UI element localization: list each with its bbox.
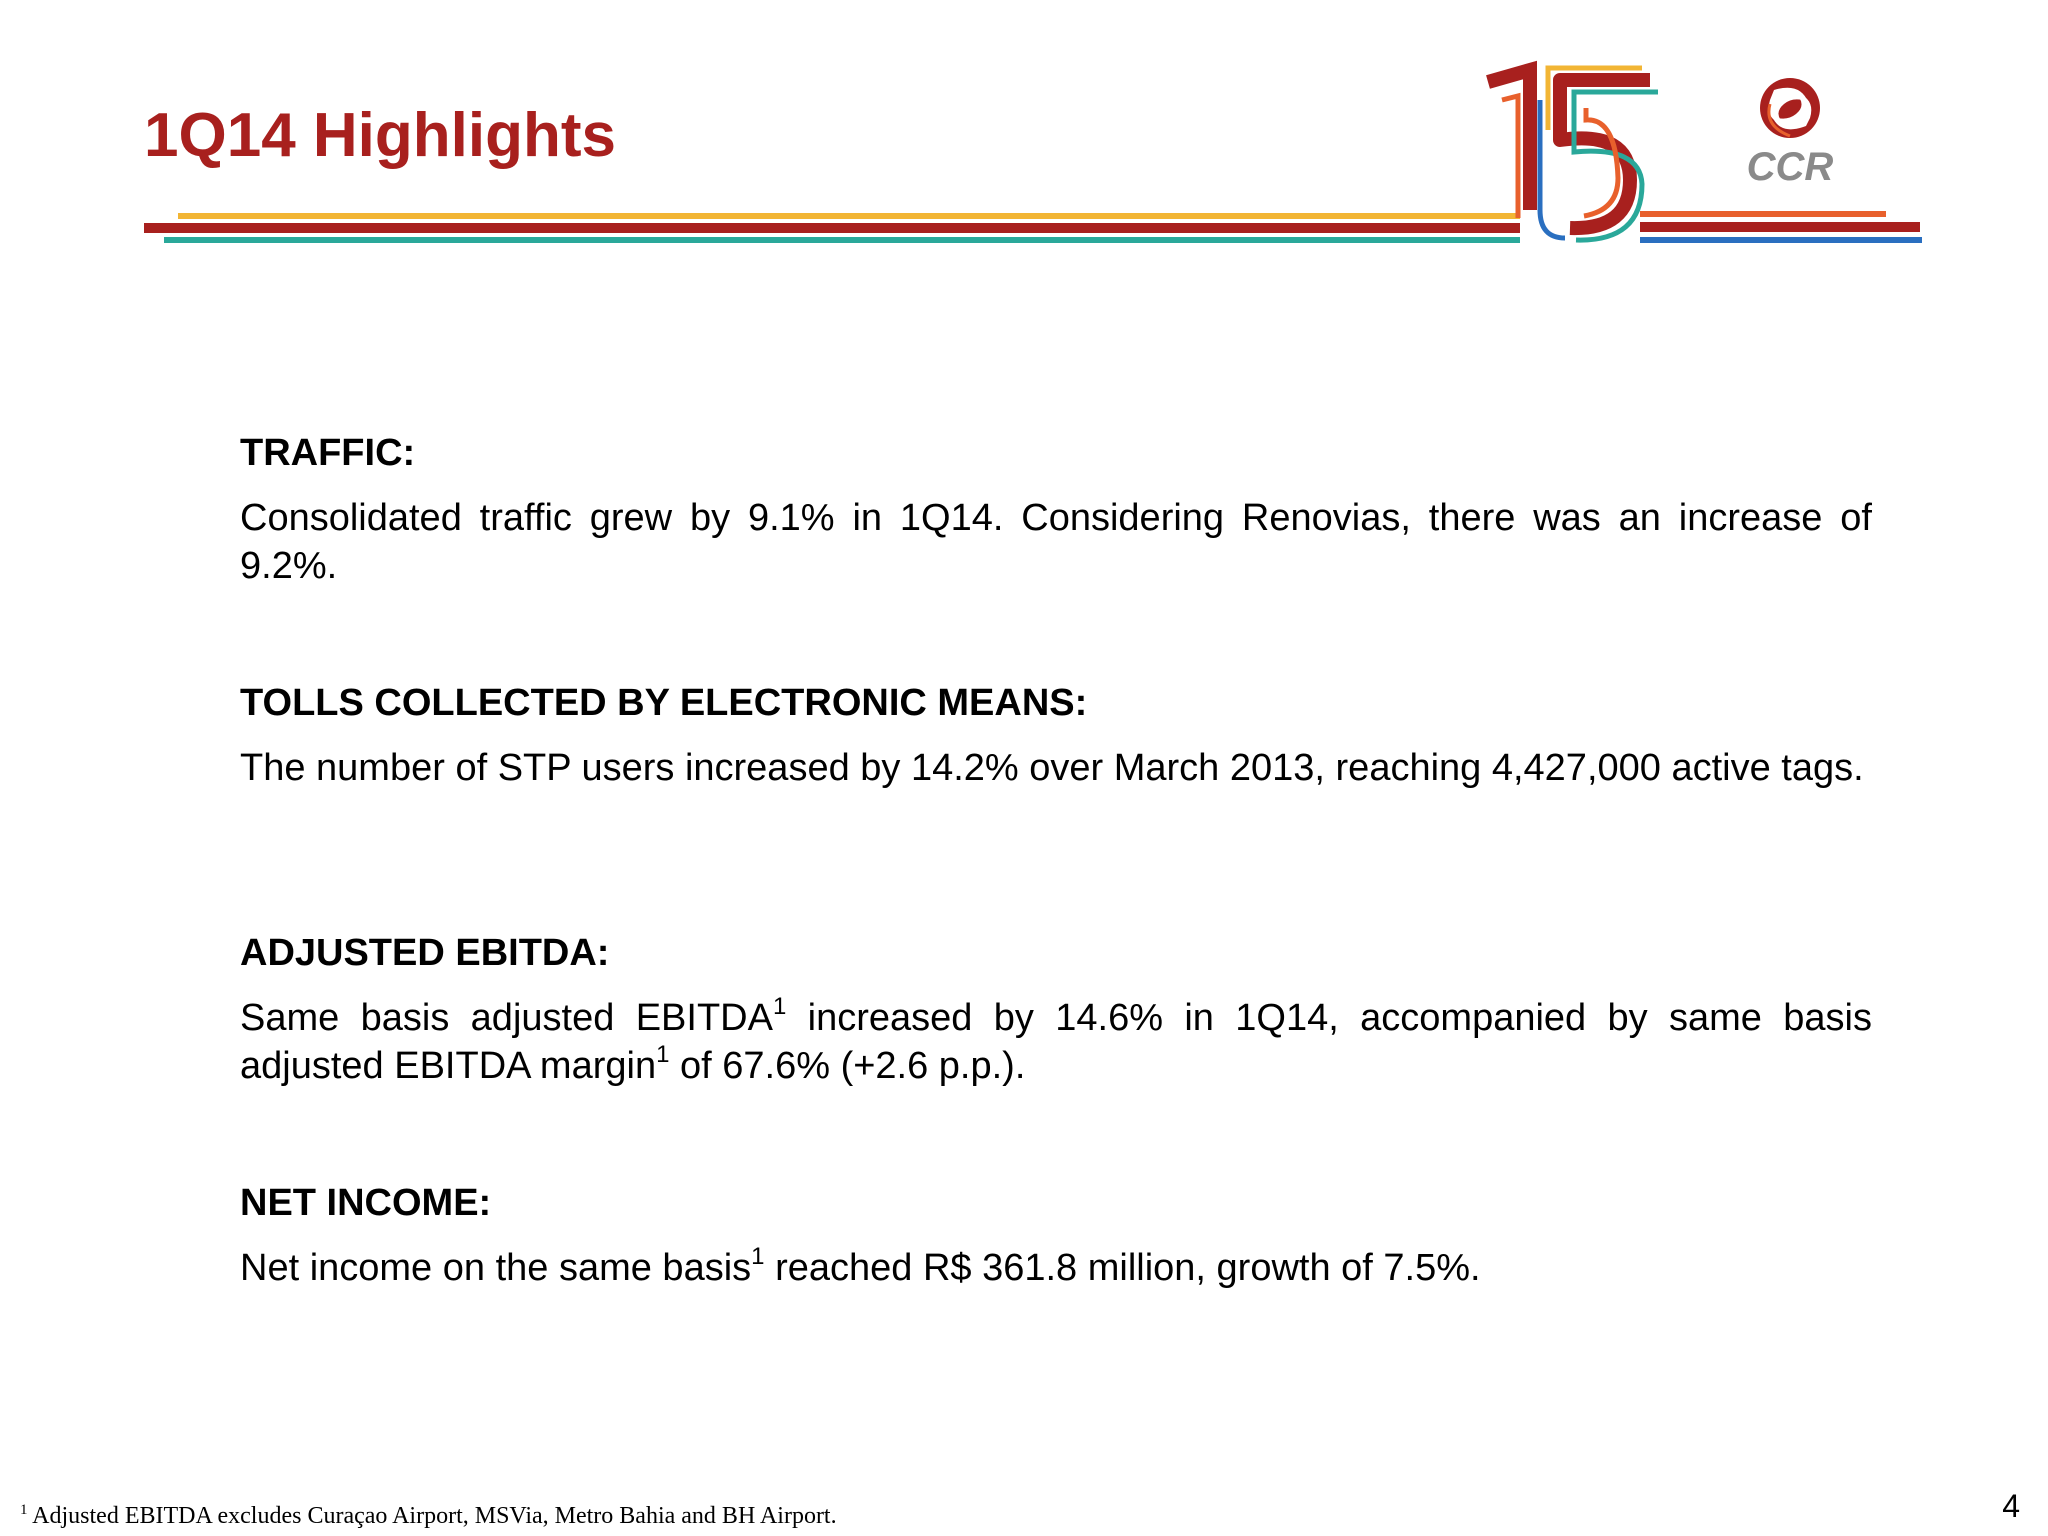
footnote-marker: 1 <box>20 1502 28 1518</box>
text-part: increased by 14.6% in 1Q14, accompanied by same basis adjusted EBITDA margin <box>240 997 1872 1087</box>
footnote-marker: 1 <box>656 1041 670 1069</box>
section-text <box>240 1244 1872 1292</box>
section-heading: TRAFFIC: <box>240 432 416 474</box>
section-text: The number of STP users increased by 14.2% over March 2013, reaching 4,427,000 active tags. <box>240 747 1864 789</box>
section-electronic-tolls <box>240 680 1872 792</box>
section-text: Consolidated traffic grew by 9.1% in 1Q14. Considering Renovias, there was an increase of 9.2%. <box>240 497 1872 587</box>
anniversary-15-logo <box>1480 60 1670 245</box>
section-heading: ADJUSTED EBITDA: <box>240 932 610 974</box>
footnote-text: Adjusted EBITDA excludes Curaçao Airport, MSVia, Metro Bahia and BH Airport. <box>27 1503 837 1529</box>
text-part: Same basis adjusted EBITDA <box>240 997 773 1039</box>
section-heading: TOLLS COLLECTED BY ELECTRONIC MEANS: <box>240 682 1088 724</box>
text-part: reached R$ 361.8 million, growth of 7.5%. <box>764 1247 1481 1289</box>
footnote <box>20 1502 837 1530</box>
page-number: 4 <box>2002 1488 2020 1524</box>
text-part: Net income on the same basis <box>240 1247 752 1289</box>
page-title: 1Q14 Highlights <box>144 101 616 170</box>
footnote-marker: 1 <box>751 1243 765 1271</box>
ccr-swirl-icon <box>1760 78 1820 138</box>
footnote-marker: 1 <box>772 993 787 1021</box>
text-part: of 67.6% (+2.6 p.p.). <box>669 1045 1026 1087</box>
section-adjusted-ebitda <box>240 930 1872 1090</box>
section-net-income <box>240 1180 1872 1292</box>
digit-one-shape <box>1488 70 1530 210</box>
section-text <box>240 994 1872 1090</box>
ccr-logo <box>1730 70 1850 190</box>
section-heading: NET INCOME: <box>240 1182 492 1224</box>
ccr-logo-text: CCR <box>1746 145 1834 189</box>
section-traffic <box>240 430 1872 590</box>
